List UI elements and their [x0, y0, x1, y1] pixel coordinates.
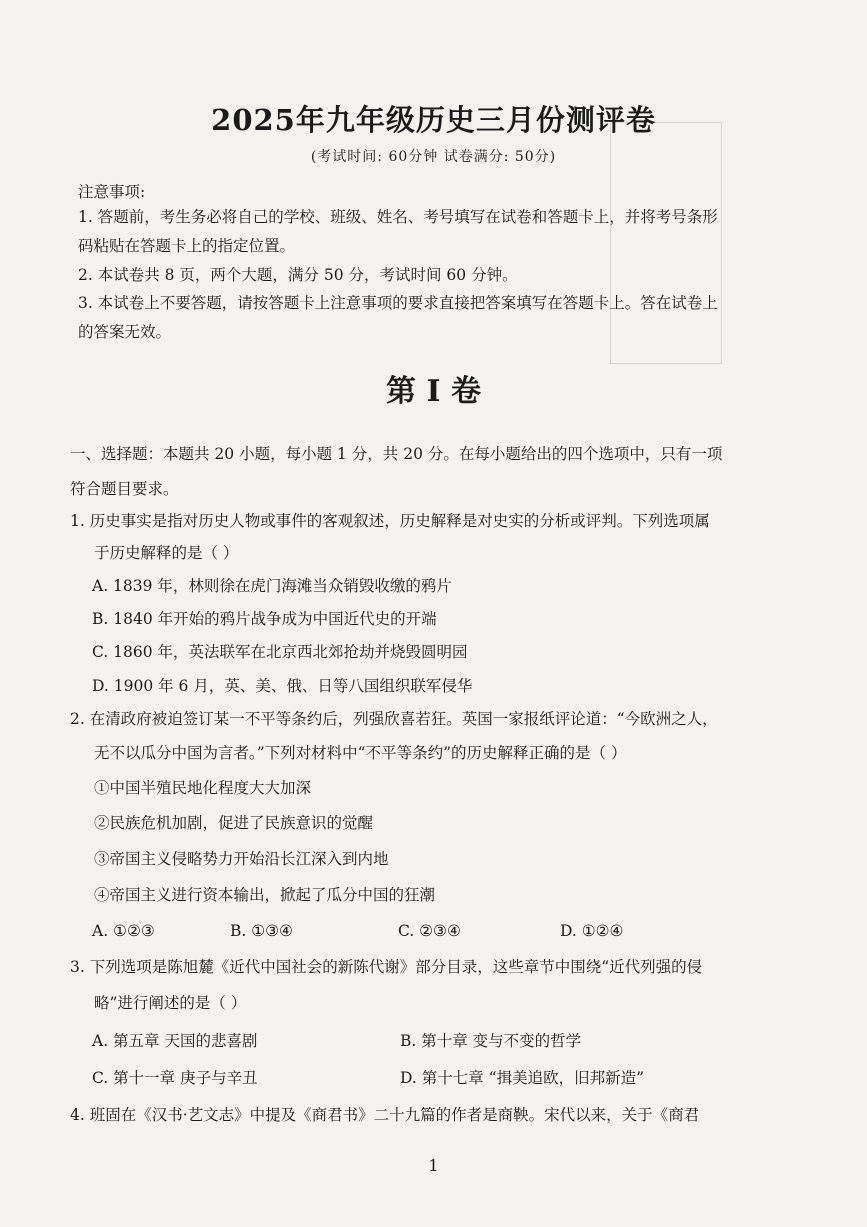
part-instruction: 一、选择题：本题共 20 小题，每小题 1 分，共 20 分。在每小题给出的四个选项中，只有一项	[70, 445, 723, 463]
answer-option: C. ②③④	[398, 922, 461, 940]
exam-title: 2025年九年级历史三月份测评卷	[211, 103, 656, 137]
question-stem: 1. 历史事实是指对历史人物或事件的客观叙述，历史解释是对史实的分析或评判。下列选项属	[70, 512, 710, 530]
page-number: 1	[428, 1156, 439, 1175]
question-stem: 略”进行阐述的是（ ）	[94, 994, 247, 1012]
answer-option: C. 1860 年，英法联军在北京西北郊抢劫并烧毁圆明园	[92, 643, 468, 661]
answer-option: D. 第十七章 “揖美追欧，旧邦新造”	[400, 1069, 645, 1087]
answer-option: D. ①②④	[560, 922, 624, 940]
answer-option: A. 第五章 天国的悲喜剧	[92, 1032, 258, 1050]
answer-option: A. ①②③	[92, 922, 155, 940]
question-stem: 4. 班固在《汉书·艺文志》中提及《商君书》二十九篇的作者是商鞅。宋代以来，关于《商君	[70, 1106, 700, 1124]
section-title: 第 I 卷	[386, 374, 481, 409]
answer-option: B. 第十章 变与不变的哲学	[400, 1032, 582, 1050]
exam-subtitle: (考试时间: 60分钟 试卷满分: 50分)	[310, 149, 557, 165]
statement-item: ①中国半殖民地化程度大大加深	[94, 779, 312, 797]
notice-item: 码粘贴在答题卡上的指定位置。	[78, 237, 296, 255]
answer-option: A. 1839 年，林则徐在虎门海滩当众销毁收缴的鸦片	[92, 577, 452, 595]
notice-item: 2. 本试卷共 8 页，两个大题，满分 50 分，考试时间 60 分钟。	[78, 266, 518, 284]
notice-item: 的答案无效。	[78, 323, 172, 341]
notice-item: 1. 答题前，考生务必将自己的学校、班级、姓名、考号填写在试卷和答题卡上，并将考号条形	[78, 208, 718, 226]
notice-heading: 注意事项:	[78, 183, 146, 201]
question-stem: 3. 下列选项是陈旭麓《近代中国社会的新陈代谢》部分目录，这些章节中围绕“近代列强的侵	[70, 958, 703, 976]
answer-option: B. ①③④	[230, 922, 293, 940]
statement-item: ②民族危机加剧，促进了民族意识的觉醒	[94, 814, 374, 832]
statement-item: ④帝国主义进行资本输出，掀起了瓜分中国的狂潮	[94, 886, 436, 904]
answer-option: D. 1900 年 6 月，英、美、俄、日等八国组织联军侵华	[92, 677, 473, 695]
question-stem: 2. 在清政府被迫签订某一不平等条约后，列强欣喜若狂。英国一家报纸评论道：“今欧洲之人，	[70, 710, 718, 728]
question-stem: 于历史解释的是（ ）	[94, 544, 239, 562]
statement-item: ③帝国主义侵略势力开始沿长江深入到内地	[94, 850, 389, 868]
notice-item: 3. 本试卷上不要答题，请按答题卡上注意事项的要求直接把答案填写在答题卡上。答在试卷上	[78, 294, 718, 312]
question-stem: 无不以瓜分中国为言者。”下列对材料中“不平等条约”的历史解释正确的是（ ）	[94, 744, 627, 762]
answer-option: C. 第十一章 庚子与辛丑	[92, 1069, 258, 1087]
part-instruction: 符合题目要求。	[70, 480, 179, 498]
answer-option: B. 1840 年开始的鸦片战争成为中国近代史的开端	[92, 610, 437, 628]
